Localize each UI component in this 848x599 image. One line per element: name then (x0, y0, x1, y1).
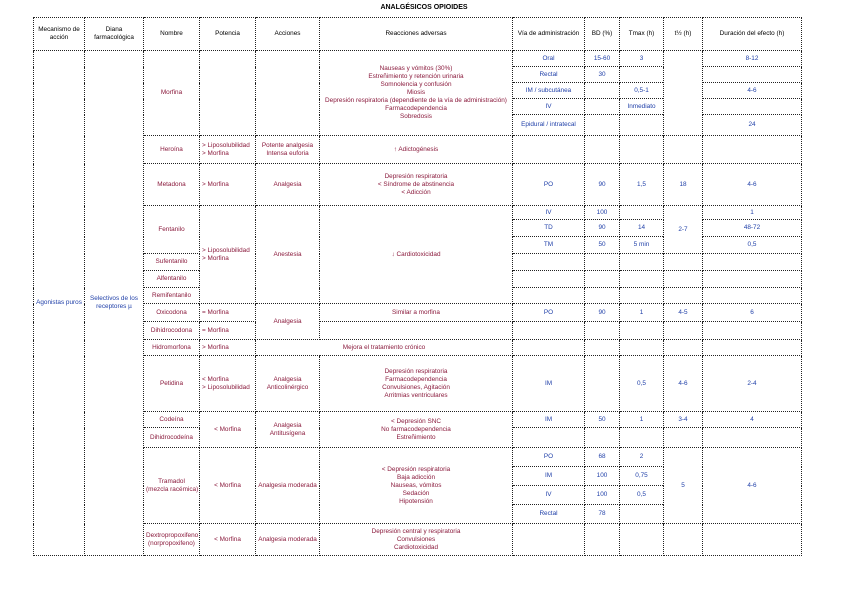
drug-name: Dextropropoxifeno (norpropoxifeno) (144, 524, 200, 556)
route-cell: TM (513, 237, 585, 254)
adverse-cell: ↑ Adictogénesis (320, 136, 513, 164)
actions-cell: Analgesia Anticolinérgico (256, 356, 320, 412)
col-header: Mecanismo de acción (34, 18, 85, 51)
tmax-cell: 2 (620, 448, 664, 467)
col-header: Potencia (200, 18, 256, 51)
drug-name: Petidina (144, 356, 200, 412)
drug-name: Morfina (144, 51, 200, 136)
drug-name: Metadona (144, 164, 200, 206)
bd-cell: 100 (585, 206, 620, 220)
route-cell: PO (513, 164, 585, 206)
bd-cell: 90 (585, 304, 620, 322)
duration-cell: 2-4 (703, 356, 802, 412)
thalf-cell: 2-7 (664, 206, 703, 254)
bd-cell: 78 (585, 505, 620, 524)
header-row (34, 18, 802, 51)
duration-cell: 8-12 (703, 51, 802, 67)
route-cell: IM (513, 467, 585, 486)
potency-cell: > Morfina (200, 164, 256, 206)
drug-name: Fentanilo (144, 206, 200, 254)
actions-cell: Anestesia (256, 206, 320, 304)
thalf-cell: 3-4 (664, 412, 703, 428)
potency-cell: < Morfina > Liposolubilidad (200, 356, 256, 412)
tmax-cell: 1 (620, 412, 664, 428)
route-cell: Rectal (513, 67, 585, 83)
bd-cell: 68 (585, 448, 620, 467)
table-row (34, 524, 802, 556)
table-row (34, 448, 802, 467)
potency-cell: < Morfina (200, 524, 256, 556)
bd-cell: 90 (585, 164, 620, 206)
col-header: BD (%) (585, 18, 620, 51)
table-row (34, 206, 802, 220)
table-row (34, 340, 802, 356)
duration-cell: 4-6 (703, 164, 802, 206)
thalf-cell: 4-5 (664, 304, 703, 322)
route-cell: TD (513, 220, 585, 237)
route-cell: IV (513, 99, 585, 115)
duration-cell: 24 (703, 115, 802, 136)
thalf-cell: 4-6 (664, 356, 703, 412)
drug-name: Heroína (144, 136, 200, 164)
tmax-cell: 1,5 (620, 164, 664, 206)
route-cell: IV (513, 486, 585, 505)
tmax-cell: 14 (620, 220, 664, 237)
bd-cell: 90 (585, 220, 620, 237)
potency-cell: = Morfina (200, 304, 256, 322)
tmax-cell: 0,5 (620, 356, 664, 412)
potency-cell: = Morfina (200, 322, 256, 340)
table-row (34, 356, 802, 412)
table-row (34, 164, 802, 206)
tmax-cell: 1 (620, 304, 664, 322)
adverse-cell: Mejora el tratamiento crónico (256, 340, 513, 356)
actions-cell: Analgesia Antitusígena (256, 412, 320, 448)
adverse-cell: Nauseas y vómitos (30%) Estreñimiento y retención urinaria Somnolencia y confusión Miosis Depresión respiratoria (dependiente de la vía de administración) Farmacodependencia Sobredosis (320, 51, 513, 136)
duration-cell: 4-6 (703, 83, 802, 99)
adverse-cell: < Depresión SNC No farmacodependencia Estreñimiento (320, 412, 513, 448)
table-row (34, 51, 802, 67)
potency-cell: < Morfina (200, 412, 256, 448)
bd-cell: 50 (585, 237, 620, 254)
actions-cell: Analgesia moderada (256, 448, 320, 524)
adverse-cell: Similar a morfina (320, 304, 513, 322)
route-cell: Epidural / intratecal (513, 115, 585, 136)
drug-name: Sufentanilo (144, 254, 200, 271)
col-header: Tmax (h) (620, 18, 664, 51)
actions-cell: Analgesia (256, 164, 320, 206)
route-cell: IM (513, 356, 585, 412)
col-header: Diana farmacológica (85, 18, 144, 51)
duration-cell: 1 (703, 206, 802, 220)
target-cell: Selectivos de los receptores µ (85, 51, 144, 556)
opioid-table (33, 17, 802, 556)
tmax-cell: 0,75 (620, 467, 664, 486)
duration-cell: 4-6 (703, 448, 802, 524)
duration-cell: 48-72 (703, 220, 802, 237)
thalf-cell: 5 (664, 448, 703, 524)
actions-cell: Analgesia moderada (256, 524, 320, 556)
adverse-cell: Depresión respiratoria Farmacodependencia Convulsiones, Agitación Arritmias ventriculares (320, 356, 513, 412)
route-cell: IM (513, 412, 585, 428)
duration-cell: 0,5 (703, 237, 802, 254)
drug-name: Oxicodona (144, 304, 200, 322)
drug-name: Alfentanilo (144, 271, 200, 288)
drug-name: Codeína (144, 412, 200, 428)
bd-cell: 15-60 (585, 51, 620, 67)
route-cell: PO (513, 304, 585, 322)
col-header: t½ (h) (664, 18, 703, 51)
col-header: Nombre (144, 18, 200, 51)
duration-cell: 6 (703, 304, 802, 322)
drug-name: Tramadol (mezcla racémica) (144, 448, 200, 524)
route-cell: IV (513, 206, 585, 220)
duration-cell: 4 (703, 412, 802, 428)
route-cell: IM / subcutánea (513, 83, 585, 99)
col-header: Acciones (256, 18, 320, 51)
tmax-cell: 0,5-1 (620, 83, 664, 99)
table-row (34, 322, 802, 340)
col-header: Reacciones adversas (320, 18, 513, 51)
potency-cell: < Morfina (200, 448, 256, 524)
tmax-cell: 5 min (620, 237, 664, 254)
route-cell: PO (513, 448, 585, 467)
thalf-cell: 18 (664, 164, 703, 206)
table-row (34, 412, 802, 428)
drug-name: Hidromorfona (144, 340, 200, 356)
potency-cell: > Morfina (200, 340, 256, 356)
bd-cell: 100 (585, 486, 620, 505)
drug-name: Remifentanilo (144, 288, 200, 304)
tmax-cell: 0,5 (620, 486, 664, 505)
actions-cell: Analgesia (256, 304, 320, 340)
adverse-cell: < Depresión respiratoria Baja adicción Nauseas, vómitos Sedación Hipotensión (320, 448, 513, 524)
adverse-cell: Depresión respiratoria < Síndrome de abstinencia < Adicción (320, 164, 513, 206)
bd-cell: 30 (585, 67, 620, 83)
table-row (34, 136, 802, 164)
adverse-cell: ↓ Cardiotoxicidad (320, 206, 513, 304)
potency-cell: > Liposolubilidad > Morfina (200, 206, 256, 304)
bd-cell: 50 (585, 412, 620, 428)
potency-cell: > Liposolubilidad > Morfina (200, 136, 256, 164)
table-row (34, 304, 802, 322)
col-header: Duración del efecto (h) (703, 18, 802, 51)
page-title: ANALGÉSICOS OPIOIDES (380, 4, 468, 11)
drug-name: Dihidrocodona (144, 322, 200, 340)
route-cell: Oral (513, 51, 585, 67)
bd-cell: 100 (585, 467, 620, 486)
adverse-cell: Depresión central y respiratoria Convulsiones Cardiotoxicidad (320, 524, 513, 556)
tmax-cell: Inmediato (620, 99, 664, 115)
drug-name: Dihidrocodeína (144, 428, 200, 448)
mechanism-cell: Agonistas puros (34, 51, 85, 556)
route-cell: Rectal (513, 505, 585, 524)
actions-cell: Potente analgesia Intensa euforia (256, 136, 320, 164)
tmax-cell: 3 (620, 51, 664, 67)
col-header: Vía de administración (513, 18, 585, 51)
